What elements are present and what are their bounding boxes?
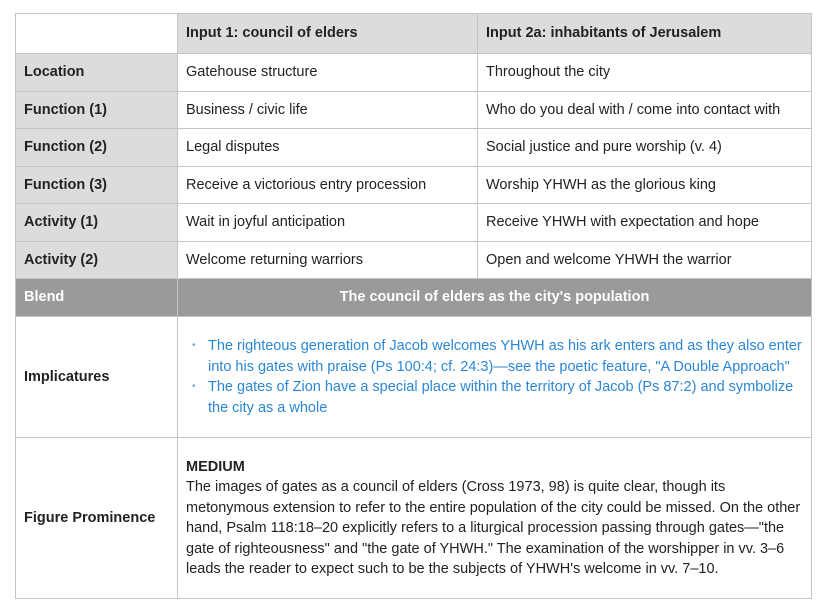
input1-cell: Wait in joyful anticipation — [178, 204, 478, 242]
implicatures-row — [16, 317, 812, 438]
input2-cell: Who do you deal with / come into contact with — [478, 91, 812, 129]
blend-label: Blend — [16, 279, 178, 317]
header-row — [16, 14, 812, 54]
prominence-level: MEDIUM — [186, 458, 245, 475]
row-label: Activity (2) — [16, 241, 178, 279]
input2-cell: Open and welcome YHWH the warrior — [478, 241, 812, 279]
input2-cell: Throughout the city — [478, 54, 812, 92]
table-row — [16, 166, 812, 204]
table-row — [16, 241, 812, 279]
implicatures-label: Implicatures — [16, 317, 178, 438]
prominence-cell — [178, 438, 812, 599]
prominence-label: Figure Prominence — [16, 438, 178, 599]
implicatures-list — [186, 336, 803, 418]
row-label: Activity (1) — [16, 204, 178, 242]
row-label: Function (3) — [16, 166, 178, 204]
row-label: Function (1) — [16, 91, 178, 129]
prominence-text: The images of gates as a council of elders (Cross 1973, 98) is quite clear, though its metonymous extension to refer to the entire population of the city could be missed. On the other hand, Psalm 118:18–20 explicitly refers to a liturgical procession passing through gates—"the gate of righteousness" and "the gate of YHWH." The examination of the worshipper in vv. 3–6 leads the reader to expect such to be the subjects of YHWH's welcome in vv. 7–10. — [186, 479, 801, 577]
implicatures-cell — [178, 317, 812, 438]
table-row — [16, 129, 812, 167]
input2-cell: Social justice and pure worship (v. 4) — [478, 129, 812, 167]
implicature-link[interactable]: • The gates of Zion have a special place within the territory of Jacob (Ps 87:2) and symbolize the city as a whole — [208, 377, 803, 418]
header-input2: Input 2a: inhabitants of Jerusalem — [478, 14, 812, 54]
prominence-row — [16, 438, 812, 599]
input2-cell: Worship YHWH as the glorious king — [478, 166, 812, 204]
table-row — [16, 54, 812, 92]
row-label: Location — [16, 54, 178, 92]
table-row — [16, 91, 812, 129]
blend-row — [16, 279, 812, 317]
input1-cell: Business / civic life — [178, 91, 478, 129]
blend-text: The council of elders as the city's population — [178, 279, 812, 317]
implicature-link[interactable]: • The righteous generation of Jacob welcomes YHWH as his ark enters and as they also enter into his gates with praise (Ps 100:4; cf. 24:3)—see the poetic feature, "A Double Approach" — [208, 336, 803, 377]
input1-cell: Legal disputes — [178, 129, 478, 167]
input2-cell: Receive YHWH with expectation and hope — [478, 204, 812, 242]
header-input1: Input 1: council of elders — [178, 14, 478, 54]
row-label: Function (2) — [16, 129, 178, 167]
blend-analysis-table — [15, 13, 812, 599]
table-row — [16, 204, 812, 242]
header-blank — [16, 14, 178, 54]
input1-cell: Welcome returning warriors — [178, 241, 478, 279]
input1-cell: Gatehouse structure — [178, 54, 478, 92]
input1-cell: Receive a victorious entry procession — [178, 166, 478, 204]
